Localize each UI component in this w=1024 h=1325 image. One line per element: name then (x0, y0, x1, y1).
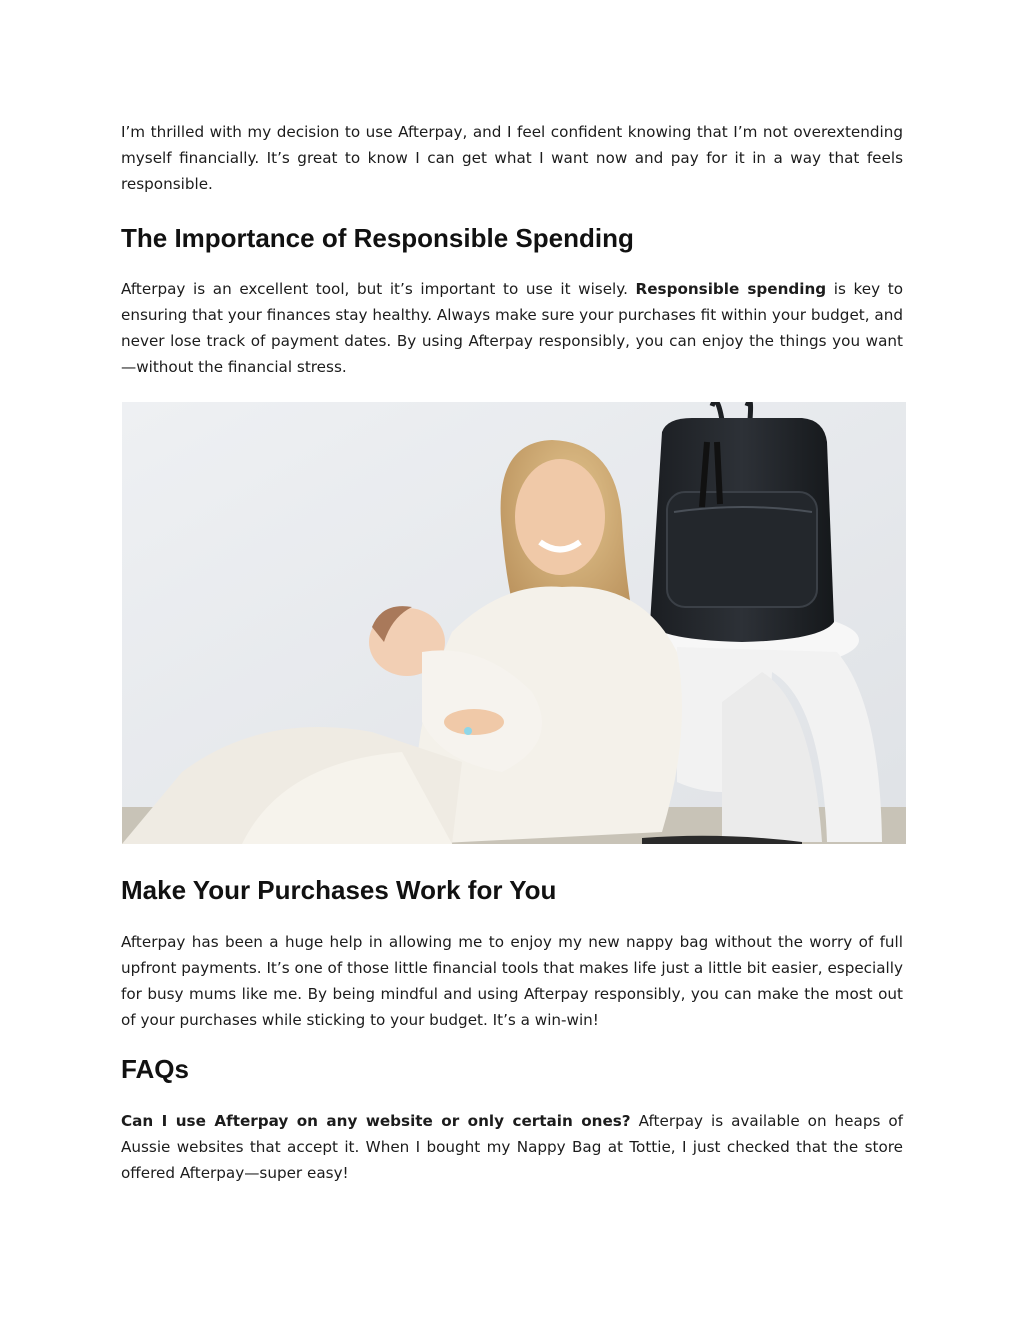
faq-answer: Afterpay is available on heaps of Aussie websites that accept it. When I bought my Nappy Bag at Tottie, I just checked that the store offered Afterpay—super easy! (121, 1112, 903, 1182)
faqs-heading: FAQs (121, 1054, 189, 1084)
paragraph-text-end: is key to ensuring that your finances stay healthy. Always make sure your purchases fit within your budget, and never lose track of payment dates. By using Afterpay responsibly, you can enjoy the things you want—without the financial stress. (121, 280, 903, 376)
mother-baby-nappy-bag-photo (122, 402, 906, 844)
bold-phrase: Responsible spending (635, 280, 827, 298)
faq-item (121, 1108, 903, 1186)
make-purchases-paragraph (121, 929, 903, 1033)
make-purchases-text: Afterpay has been a huge help in allowing me to enjoy my new nappy bag without the worry of full upfront payments. It’s one of those little financial tools that makes life just a little bit easier, especially for busy mums like me. By being mindful and using Afterpay responsibly, you can make the most out of your purchases while sticking to your budget. It’s a win-win! (121, 933, 903, 1029)
intro-paragraph (121, 119, 903, 197)
section-heading-make-purchases-work: Make Your Purchases Work for You (121, 875, 557, 905)
intro-text: I’m thrilled with my decision to use Afterpay, and I feel confident knowing that I’m not overextending myself financially. It’s great to know I can get what I want now and pay for it in a way that feels responsible. (121, 123, 903, 193)
section-heading-responsible-spending: The Importance of Responsible Spending (121, 223, 634, 253)
responsible-spending-paragraph (121, 276, 903, 380)
faq-question: Can I use Afterpay on any website or only certain ones? (121, 1112, 631, 1130)
paragraph-text-start: Afterpay is an excellent tool, but it’s important to use it wisely. (121, 280, 636, 298)
